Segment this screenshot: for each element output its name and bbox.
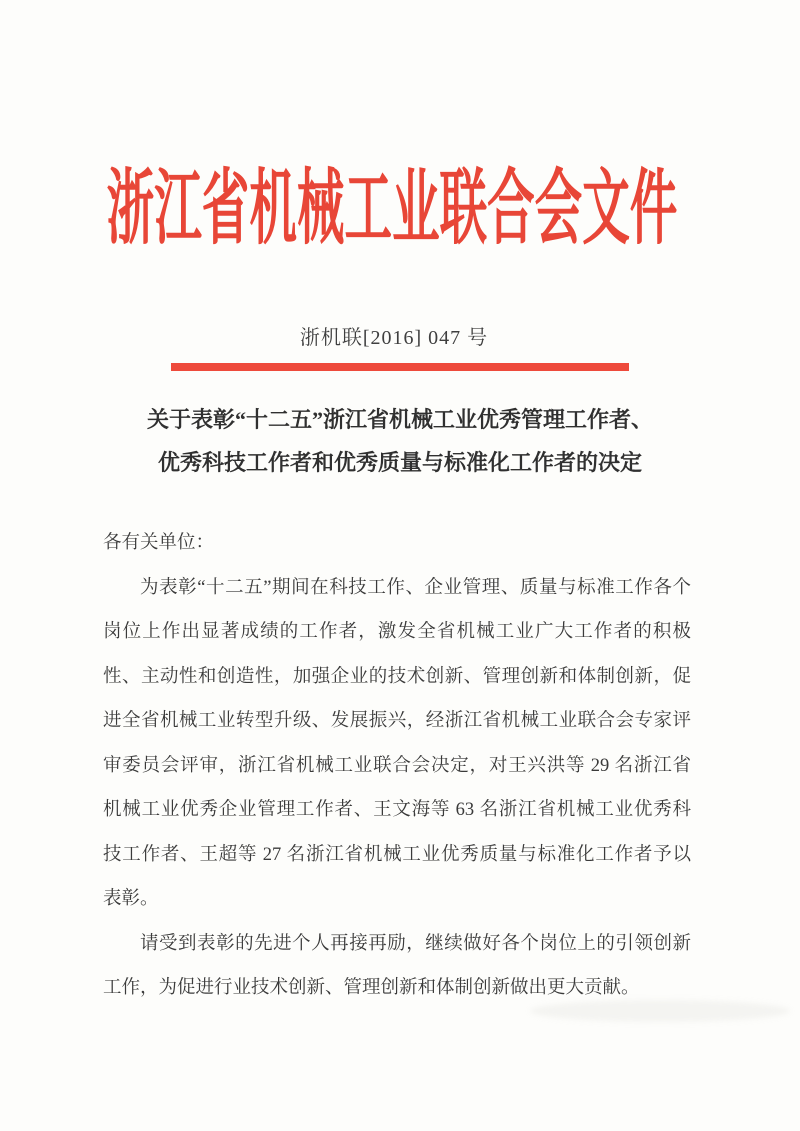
org-title: 浙江省机械工业联合会文件 bbox=[106, 163, 678, 254]
body-text-line: 各有关单位： bbox=[103, 533, 215, 553]
body-text-line: 进全省机械工业转型升级、发展振兴，经浙江省机械工业联合会专家评 bbox=[103, 711, 691, 731]
doc-title-line-2: 优秀科技工作者和优秀质量与标准化工作者的决定 bbox=[157, 450, 642, 475]
red-divider-line bbox=[171, 363, 629, 371]
doc-title bbox=[0, 398, 800, 484]
body-text-line: 岗位上作出显著成绩的工作者，激发全省机械工业广大工作者的积极 bbox=[103, 622, 691, 642]
body-text-line: 表彰。 bbox=[103, 889, 159, 909]
body-text-line: 机械工业优秀企业管理工作者、王文海等 63 名浙江省机械工业优秀科 bbox=[103, 800, 691, 820]
doc-number: 浙机联[2016] 047 号 bbox=[299, 327, 489, 349]
body-text-line: 审委员会评审，浙江省机械工业联合会决定，对王兴洪等 29 名浙江省 bbox=[103, 755, 691, 776]
document-header-banner bbox=[0, 163, 784, 258]
body-text-line: 技工作者、王超等 27 名浙江省机械工业优秀质量与标准化工作者予以 bbox=[103, 844, 691, 865]
document-body bbox=[103, 521, 691, 1011]
body-text-line: 请受到表彰的先进个人再接再励，继续做好各个岗位上的引领创新 bbox=[140, 933, 691, 954]
body-text-line: 性、主动性和创造性，加强企业的技术创新、管理创新和体制创新，促 bbox=[103, 666, 691, 687]
doc-title-line-1: 关于表彰“十二五”浙江省机械工业优秀管理工作者、 bbox=[146, 407, 653, 432]
body-text-line: 工作，为促进行业技术创新、管理创新和体制创新做出更大贡献。 bbox=[103, 978, 640, 998]
body-text-line: 为表彰“十二五”期间在科技工作、企业管理、质量与标准工作各个 bbox=[140, 577, 691, 598]
scan-smudge-artifact bbox=[530, 1000, 790, 1022]
